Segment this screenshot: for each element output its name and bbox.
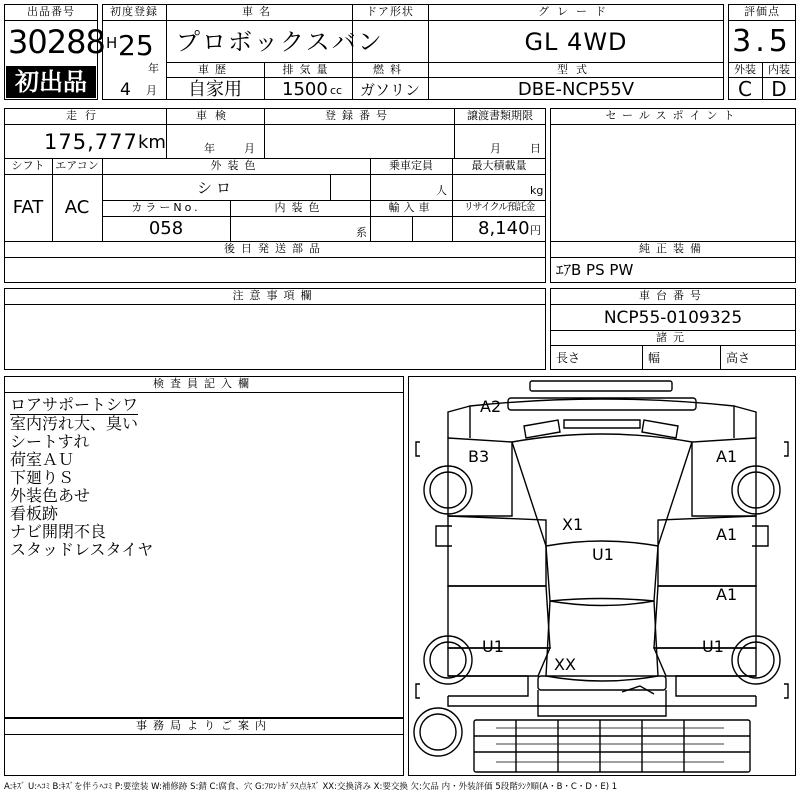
color-no-value: 058 <box>148 218 184 239</box>
recycle-label: リサイクル預託金 <box>463 202 535 213</box>
ext-color-label: 外装色 <box>210 159 262 172</box>
exterior-label: 外装 <box>734 63 756 76</box>
model-label: 型式 <box>557 63 595 76</box>
inspector-line: シートすれ <box>10 432 90 451</box>
damage-mark: U1 <box>702 637 724 656</box>
mileage-value: 175,777 <box>44 130 138 154</box>
later-parts-label: 後日発送部品 <box>224 242 326 255</box>
transfer-month-unit: 月 <box>490 142 501 155</box>
mileage-unit: km <box>138 132 166 153</box>
inspector-notes <box>10 396 400 559</box>
ext-color-value: シロ <box>196 179 235 197</box>
reg-number-label: 登録番号 <box>325 109 393 122</box>
genuine-value: ｴｱB PS PW <box>556 261 634 279</box>
transfer-day-unit: 日 <box>530 142 541 155</box>
lot-number: 30288 <box>8 23 105 61</box>
office-label: 事務局よりご案内 <box>136 719 272 732</box>
inspector-line: 下廻りＳ <box>10 468 75 487</box>
capacity-unit: 人 <box>436 184 447 197</box>
shift-label: シフト <box>11 159 45 172</box>
dims-label: 諸元 <box>656 331 690 344</box>
damage-mark: X1 <box>562 515 584 534</box>
damage-mark: A2 <box>480 397 502 416</box>
inspector-label: 検査員記入欄 <box>153 377 255 390</box>
sales-points-box <box>550 108 796 242</box>
interior-label: 内装 <box>768 63 790 76</box>
transfer-label: 譲渡書類期限 <box>467 109 533 122</box>
inspector-line: ロアサポートシワ <box>10 395 139 414</box>
score-label: 評価点 <box>744 5 780 18</box>
dims-height: 高さ <box>726 351 751 365</box>
model-value: DBE-NCP55V <box>517 79 635 100</box>
door-label: ドア形状 <box>366 5 414 18</box>
capacity-label: 乗車定員 <box>389 159 433 172</box>
color-no-label: カラーNo. <box>131 201 201 214</box>
inspector-line: 室内汚れ大、臭い <box>10 414 139 433</box>
exterior-value: C <box>738 77 752 101</box>
grade-value: GL 4WD <box>524 28 628 56</box>
recycle-unit: 円 <box>530 224 541 237</box>
ac-label: エアコン <box>55 159 99 172</box>
damage-mark: A1 <box>716 585 738 604</box>
int-color-label: 内装色 <box>274 201 326 214</box>
inspector-line: 外装色あせ <box>10 486 91 505</box>
recycle-value: 8,140 <box>478 218 530 239</box>
damage-mark: A1 <box>716 525 738 544</box>
fuel-label: 燃料 <box>373 63 407 76</box>
shift-value: FAT <box>12 197 44 218</box>
load-unit: kg <box>530 184 544 197</box>
inspection-label: 車検 <box>196 109 234 122</box>
damage-mark: U1 <box>482 637 504 656</box>
ac-value: AC <box>64 197 90 218</box>
interior-value: D <box>771 77 787 101</box>
inspection-year-unit: 年 <box>204 142 215 155</box>
load-label: 最大積載量 <box>471 159 527 172</box>
import-label: 輸入車 <box>388 201 434 214</box>
int-color-unit: 系 <box>356 226 367 239</box>
legend-text: A:ｷｽﾞ U:ﾍｺﾐ B:ｷｽﾞを伴うﾍｺﾐ P:要塗装 W:補修跡 S:錆 C:腐食、穴 G:ﾌﾛﾝﾄｶﾞﾗｽ点ｷｽﾞ XX:交換済み X:要交換 欠:欠品 内・外装評価 5段階ﾗﾝｸ順(A・B・C・D・E) 1 <box>4 782 618 792</box>
spec-table <box>4 108 546 242</box>
first-listing-text: 初出品 <box>15 68 87 96</box>
displacement-value: 1500 <box>282 79 328 100</box>
damage-mark: XX <box>554 655 576 674</box>
damage-mark: U1 <box>592 545 614 564</box>
genuine-label: 純正装備 <box>639 242 707 255</box>
chassis-value: NCP55-0109325 <box>603 308 743 328</box>
mileage-label: 走行 <box>66 109 104 122</box>
car-diagram <box>408 376 796 776</box>
inspector-line: ナビ開閉不良 <box>10 522 107 541</box>
sales-points-label: セールスポイント <box>605 109 741 122</box>
displacement-unit: cc <box>330 84 343 97</box>
displacement-label: 排気量 <box>282 63 334 76</box>
fuel-value: ガソリン <box>359 81 420 99</box>
inspector-line: 荷室ＡＵ <box>10 450 75 469</box>
inspector-line: スタッドレスタイヤ <box>10 540 154 559</box>
dims-length: 長さ <box>556 351 581 365</box>
chassis-label: 車台番号 <box>639 289 707 302</box>
inspector-line: 看板跡 <box>10 504 59 523</box>
damage-mark: A1 <box>716 447 738 466</box>
month-unit: 月 <box>146 84 157 97</box>
history-value: 自家用 <box>188 79 242 100</box>
car-name-label: 車名 <box>242 5 276 18</box>
score-value: 3.5 <box>732 24 792 59</box>
history-label: 車歴 <box>198 63 232 76</box>
inspection-month-unit: 月 <box>244 142 255 155</box>
car-name: プロボックスバン <box>176 28 384 56</box>
dims-width: 幅 <box>648 351 661 365</box>
first-reg-label: 初度登録 <box>110 5 158 18</box>
reg-year: 25 <box>118 29 154 62</box>
lot-label: 出品番号 <box>27 5 75 18</box>
damage-mark: B3 <box>468 447 490 466</box>
era: H <box>106 34 118 52</box>
year-unit: 年 <box>148 62 159 75</box>
notes-label: 注意事項欄 <box>232 289 318 302</box>
reg-month: 4 <box>120 80 131 100</box>
grade-label: グレード <box>538 5 614 18</box>
